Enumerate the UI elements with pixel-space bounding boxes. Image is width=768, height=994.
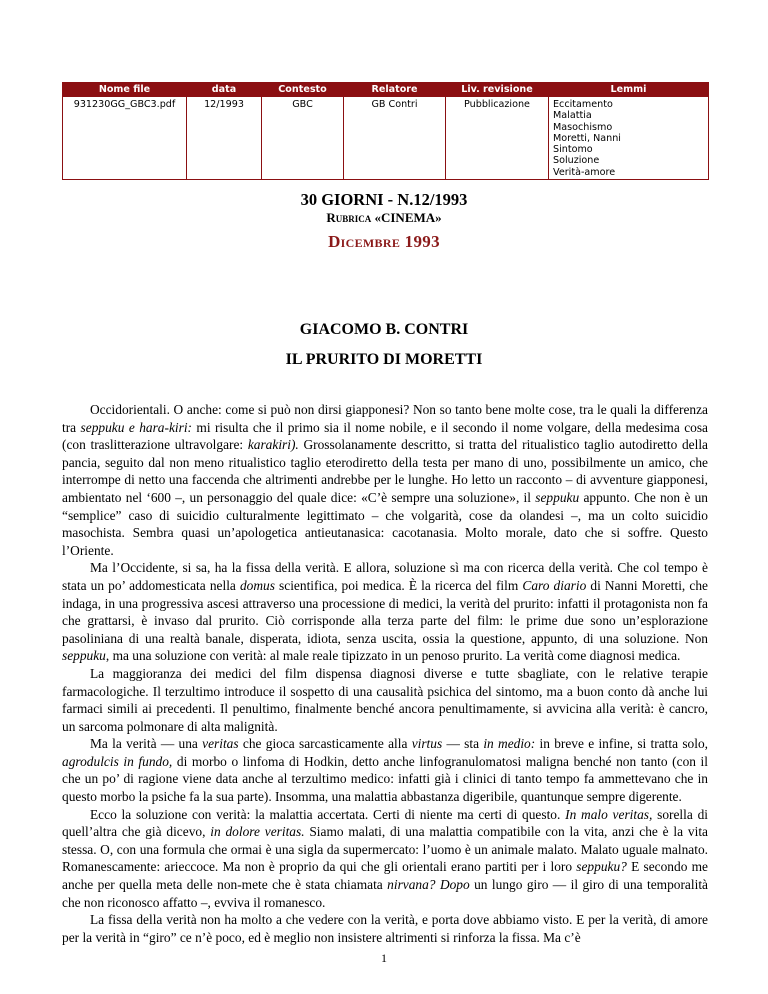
cell-revision: Pubblicazione xyxy=(446,97,549,180)
lemma-item: Sintomo xyxy=(553,144,593,156)
paragraph: Occidorientali. O anche: come si può non dirsi giapponesi? Non so tanto bene molte cose, tra le quali la differenza tra seppuku e hara-kiri: mi risulta che il primo sia il nome nobile, e il secondo il nome volgare, della medesima cosa (con traslitterazione ultravolgare: karakiri). Grossolanamente descritto, si tratta del ritualistico taglio autodiretto della pancia, seguito dal non meno ritualistico taglio eterodiretto della testa per mano di uno, possibilmente un amico, che interrompe di netto una faccenda che altrimenti andrebbe per le lunghe. Ho letto un racconto – di avventure giapponesi, ambientato nel ‘600 –, un personaggio del quale dice: «C’è sempre una soluzione», il seppuku appunto. Che non è un “semplice” caso di suicidio culturalmente legittimato – che volgarità, cose da olandesi –, ma un colto suicidio masochista. Sembra quasi un’apologetica antieutanasica: cacotanasia. Molto morale, dato che si soffre. Questo l’Oriente. xyxy=(62,402,708,558)
paragraph: Ma la verità — una veritas che gioca sarcasticamente alla virtus — sta in medio: in breve e infine, si tratta solo, agrodulcis in fundo, di morbo o linfoma di Hodkin, detto anche linfogranulomatosi maligna benché non tanto (con il che un po’ di ragione viene data anche al terzultimo medico: infatti già i clinici di tanto tempo fa ammettevano che in questo morbo la psiche fa la sua parte). Insomma, una malattia abbastanza digeribile, quantunque sempre digerente. xyxy=(62,736,708,805)
header-file: Nome file xyxy=(63,83,187,97)
cell-speaker: GB Contri xyxy=(344,97,446,180)
paragraph: La maggioranza dei medici del film dispensa diagnosi diverse e tutte sbagliate, con le relative terapie farmacologiche. Il terzultimo introduce il sospetto di una causalità psichica del sintomo, ma a buon conto dà anche lui farmaci simili ai precedenti. Il penultimo, finalmente benché ancora penultimamente, si avvicina alla verità: è cancro, un sarcoma polmonare di alta malignità. xyxy=(62,665,708,734)
lemma-item: Soluzione xyxy=(553,155,600,167)
header-revision: Liv. revisione xyxy=(446,83,549,97)
article-body xyxy=(62,401,708,946)
cell-file: 931230GG_GBC3.pdf xyxy=(63,97,187,180)
article-title: IL PRURITO DI MORETTI xyxy=(285,351,483,368)
header-context: Contesto xyxy=(262,83,344,97)
header-speaker: Relatore xyxy=(344,83,446,97)
header-date: data xyxy=(187,83,262,97)
metadata-table xyxy=(62,82,709,180)
rubrica-heading: Rubrica «CINEMA» xyxy=(326,210,442,225)
header-lemmas: Lemmi xyxy=(549,83,709,97)
lemma-item: Malattia xyxy=(553,110,592,122)
page-number: 1 xyxy=(381,951,387,965)
lemma-item: Eccitamento xyxy=(553,99,613,110)
lemma-item: Moretti, Nanni xyxy=(553,132,621,144)
paragraph: Ma l’Occidente, si sa, ha la fissa della verità. E allora, soluzione sì ma con ricerca della verità. Che col tempo è stata un po’ addomesticata nella domus scientifica, poi medica. È la ricerca del film Caro diario di Nanni Moretti, che indaga, in una progressiva ascesi attraverso una processione di medici, la verità del prurito: infatti il protagonista non fa che grattarsi, è invaso dal prurito. Ciò corrisponde alla terza parte del film: le prime due sono un’esplorazione pasoliniana di una realtà banale, disperata, idiota, senza uscita, ossia la questione, appunto, di una soluzione. Non seppuku, ma una soluzione con verità: al male reale tipizzato in un penoso prurito. La verità come diagnosi medica. xyxy=(62,560,708,664)
metadata-header-row xyxy=(63,83,709,97)
cell-lemmas xyxy=(549,97,709,180)
paragraph: La fissa della verità non ha molto a che vedere con la verità, e porta dove abbiamo visto. E per la verità, di amore per la verità in “giro” ce n’è poco, ed è meglio non insistere altrimenti si rinforza la fissa. Ma c’è xyxy=(62,912,708,945)
cell-context: GBC xyxy=(262,97,344,180)
lemma-item: Masochismo xyxy=(553,121,613,133)
metadata-row xyxy=(63,97,709,180)
author-name: GIACOMO B. CONTRI xyxy=(299,321,469,338)
issue-date: Dicembre 1993 xyxy=(328,232,440,251)
paragraph: Ecco la soluzione con verità: la malattia accertata. Certi di niente ma certi di questo. In malo veritas, sorella di quell’altra che già dicevo, in dolore veritas. Siamo malati, di una malattia compatibile con la vita, anzi che è la vita stessa. O, con una formula che ormai è una sigla da supermercato: l’uomo è un animale malato. Malato uguale malnato. Romanescamente: arieccoce. Ma non è proprio da qui che gli orientali erano partiti per i loro seppuku? E secondo me anche per quella meta delle non-mete che è stata chiamata nirvana? Dopo un lungo giro — il giro di una temporalità che non riconosco affatto –, evviva il romanesco. xyxy=(62,806,708,910)
cell-date: 12/1993 xyxy=(187,97,262,180)
lemma-item: Verità-amore xyxy=(553,166,616,178)
magazine-heading: 30 GIORNI - N.12/1993 xyxy=(300,190,468,209)
